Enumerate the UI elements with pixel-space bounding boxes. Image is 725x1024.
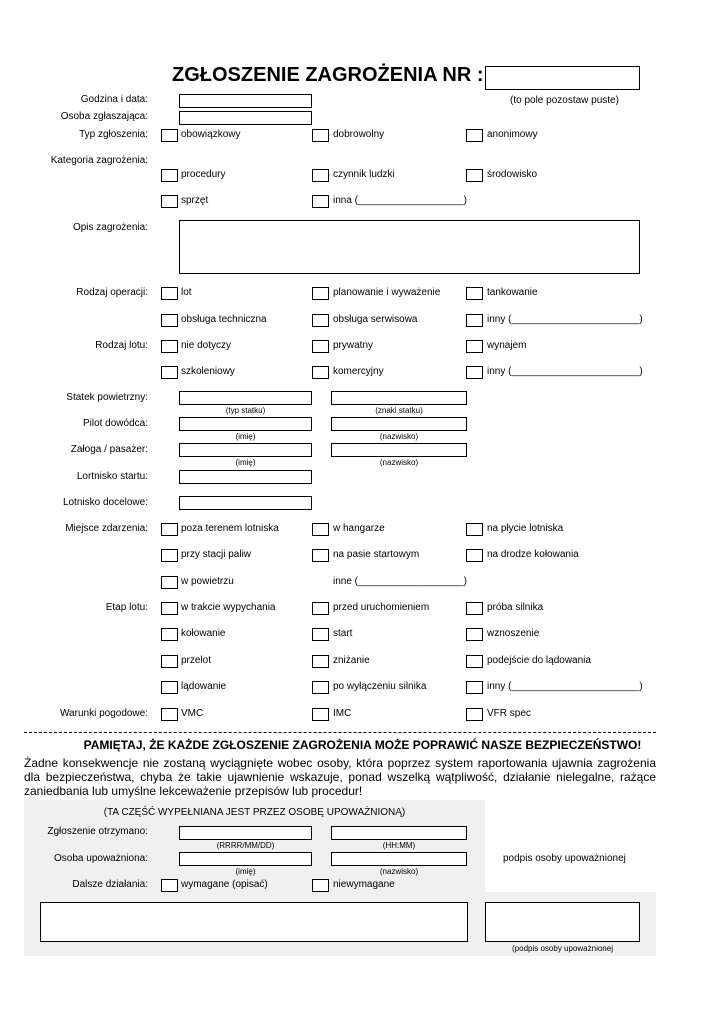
description-field[interactable] — [179, 220, 640, 274]
label-received: Zgłoszenie otrzymano: — [47, 826, 148, 837]
label-category: Kategoria zagrożenia: — [50, 155, 148, 166]
option-category-other: inna (___________________) — [333, 195, 468, 206]
option-phase-other: inny (_______________________) — [487, 681, 643, 692]
label-pilot: Pilot dowódca: — [82, 418, 148, 429]
option-fuel-station: przy stacji paliw — [181, 549, 252, 560]
checkbox-hangar[interactable] — [312, 523, 329, 536]
option-taxiway: na drodze kołowania — [487, 549, 579, 560]
sublabel-registration: (znaki statku) — [375, 406, 423, 415]
option-required: wymagane (opisać) — [181, 879, 268, 890]
checkbox-fueling[interactable] — [466, 287, 483, 300]
checkbox-private[interactable] — [312, 340, 329, 353]
form-title: ZGŁOSZENIE ZAGROŻENIA NR : — [172, 64, 484, 86]
label-crew: Załoga / pasażer: — [70, 444, 148, 455]
sublabel-pilot-last-name: (nazwisko) — [379, 432, 419, 441]
checkbox-mandatory[interactable] — [161, 129, 178, 142]
checkbox-environment[interactable] — [466, 169, 483, 182]
option-landing: lądowanie — [181, 681, 227, 692]
checkbox-taxi[interactable] — [161, 628, 178, 641]
option-engine-off: po wyłączeniu silnika — [333, 681, 427, 692]
label-aircraft: Statek powietrzny: — [66, 392, 148, 403]
departure-field[interactable] — [179, 470, 312, 484]
label-authorized-person: Osoba upoważniona: — [54, 853, 148, 864]
checkbox-voluntary[interactable] — [312, 129, 329, 142]
option-rental: wynajem — [487, 340, 527, 351]
checkbox-training[interactable] — [161, 366, 178, 379]
sublabel-aircraft-type: (typ statku) — [225, 406, 266, 415]
checkbox-equipment[interactable] — [161, 195, 178, 208]
option-runway: na pasie startowym — [333, 549, 420, 560]
option-descent: zniżanie — [333, 655, 370, 666]
option-in-air: w powietrzu — [181, 576, 234, 587]
label-reporter: Osoba zgłaszająca: — [60, 111, 148, 122]
sublabel-crew-last-name: (nazwisko) — [379, 458, 419, 467]
checkbox-maintenance[interactable] — [161, 314, 178, 327]
option-vfr-spec: VFR spec — [487, 708, 531, 719]
option-hangar: w hangarze — [333, 523, 385, 534]
checkbox-climb[interactable] — [466, 628, 483, 641]
option-taxi: kołowanie — [181, 628, 226, 639]
checkbox-rental[interactable] — [466, 340, 483, 353]
sublabel-time-format: (HH:MM) — [382, 841, 416, 850]
checkbox-required[interactable] — [161, 879, 178, 892]
option-equipment: sprzęt — [181, 195, 209, 206]
label-operation: Rodzaj operacji: — [76, 287, 148, 298]
received-time-field[interactable] — [331, 826, 467, 840]
option-flight: lot — [181, 287, 192, 298]
signature-field[interactable] — [485, 902, 640, 942]
checkbox-anonymous[interactable] — [466, 129, 483, 142]
authorized-last-name-field[interactable] — [331, 852, 467, 866]
safety-notice: PAMIĘTAJ, ŻE KAŻDE ZGŁOSZENIE ZAGROŻENIA MOŻE POPRAWIĆ NASZE BEZPIECZEŃSTWO! — [83, 738, 642, 752]
checkbox-engine-off[interactable] — [312, 681, 329, 694]
option-apron: na płycie lotniska — [487, 523, 564, 534]
signature-caption: (podpis osoby upoważnionej — [512, 944, 613, 953]
option-environment: środowisko — [487, 169, 538, 180]
option-procedures: procedury — [181, 169, 226, 180]
aircraft-type-field[interactable] — [179, 391, 312, 405]
option-flight-type-other: inny (_______________________) — [487, 366, 643, 377]
label-datetime: Godzina i data: — [80, 94, 148, 105]
option-not-required: niewymagane — [333, 879, 395, 890]
checkbox-flight-type-other[interactable] — [466, 366, 483, 379]
option-location-other[interactable]: inne (___________________) — [333, 576, 468, 587]
label-description: Opis zagrożenia: — [72, 222, 148, 233]
sublabel-pilot-first-name: (imię) — [235, 432, 256, 441]
option-anonymous: anonimowy — [487, 129, 538, 140]
option-fueling: tankowanie — [487, 287, 538, 298]
label-weather: Warunki pogodowe: — [59, 708, 148, 719]
reporter-field[interactable] — [179, 111, 312, 125]
option-cruise: przelot — [181, 655, 212, 666]
option-human-factor: czynnik ludzki — [333, 169, 395, 180]
signature-label: podpis osoby upoważnionej — [503, 853, 626, 864]
checkbox-engine-test[interactable] — [466, 602, 483, 615]
sublabel-date-format: (RRRR/MM/DD) — [216, 841, 275, 850]
option-approach: podejście do lądowania — [487, 655, 591, 666]
option-service: obsługa serwisowa — [333, 314, 418, 325]
authorized-first-name-field[interactable] — [179, 852, 312, 866]
label-report-type: Typ zgłoszenia: — [79, 129, 148, 140]
checkbox-vmc[interactable] — [161, 708, 178, 721]
received-date-field[interactable] — [179, 826, 312, 840]
option-pushback: w trakcie wypychania — [181, 602, 276, 613]
label-further-actions: Dalsze działania: — [72, 879, 148, 890]
checkbox-not-required[interactable] — [312, 879, 329, 892]
destination-field[interactable] — [179, 496, 312, 510]
sublabel-authorized-last-name: (nazwisko) — [379, 867, 419, 876]
checkbox-outside-airport[interactable] — [161, 523, 178, 536]
option-not-applicable: nie dotyczy — [181, 340, 232, 351]
option-voluntary: dobrowolny — [333, 129, 385, 140]
label-location: Miejsce zdarzenia: — [65, 523, 148, 534]
checkbox-procedures[interactable] — [161, 169, 178, 182]
checkbox-apron[interactable] — [466, 523, 483, 536]
option-pre-start: przed uruchomieniem — [333, 602, 430, 613]
leave-empty-note: (to pole pozostaw puste) — [510, 95, 619, 106]
checkbox-human-factor[interactable] — [312, 169, 329, 182]
checkbox-fuel-station[interactable] — [161, 549, 178, 562]
checkbox-descent[interactable] — [312, 655, 329, 668]
checkbox-approach[interactable] — [466, 655, 483, 668]
option-takeoff: start — [333, 628, 353, 639]
checkbox-takeoff[interactable] — [312, 628, 329, 641]
label-phase: Etap lotu: — [105, 602, 148, 613]
checkbox-pushback[interactable] — [161, 602, 178, 615]
option-commercial: komercyjny — [333, 366, 384, 377]
checkbox-imc[interactable] — [312, 708, 329, 721]
report-number-field[interactable] — [485, 66, 640, 90]
option-outside-airport: poza terenem lotniska — [181, 523, 279, 534]
checkbox-not-applicable[interactable] — [161, 340, 178, 353]
crew-first-name-field[interactable] — [179, 443, 312, 457]
checkbox-in-air[interactable] — [161, 576, 178, 589]
option-maintenance: obsługa techniczna — [181, 314, 267, 325]
option-operation-other: inny (_______________________) — [487, 314, 643, 325]
pilot-last-name-field[interactable] — [331, 417, 467, 431]
option-training: szkoleniowy — [181, 366, 235, 377]
option-private: prywatny — [333, 340, 374, 351]
label-departure: Lortnisko startu: — [76, 471, 148, 482]
option-imc: IMC — [333, 708, 352, 719]
checkbox-category-other[interactable] — [312, 195, 329, 208]
checkbox-planning[interactable] — [312, 287, 329, 300]
checkbox-landing[interactable] — [161, 681, 178, 694]
dashed-divider — [24, 732, 656, 733]
aircraft-registration-field[interactable] — [331, 391, 467, 405]
sublabel-crew-first-name: (imię) — [235, 458, 256, 467]
option-engine-test: próba silnika — [487, 602, 544, 613]
option-mandatory: obowiązkowy — [181, 129, 241, 140]
no-consequences-paragraph: Żadne konsekwencje nie zostaną wyciągnięte wobec osoby, która poprzez system raportowania ujawnia zagrożenia dla bezpieczeństwa, chyba że takie ujawnienie wskazuje, ponad wszelką wątpliwość, działanie nielegalne, rażące zaniedbania lub umyślne lekceważenie przepisów lub procedur! — [24, 756, 656, 798]
option-vmc: VMC — [181, 708, 204, 719]
label-destination: Lotnisko docelowe: — [62, 497, 148, 508]
datetime-field[interactable] — [179, 94, 312, 108]
checkbox-cruise[interactable] — [161, 655, 178, 668]
pilot-first-name-field[interactable] — [179, 417, 312, 431]
checkbox-flight[interactable] — [161, 287, 178, 300]
authorized-heading: (TA CZĘŚĆ WYPEŁNIANA JEST PRZEZ OSOBĘ UPOWAŻNIONĄ) — [103, 807, 406, 818]
checkbox-runway[interactable] — [312, 549, 329, 562]
checkbox-phase-other[interactable] — [466, 681, 483, 694]
checkbox-pre-start[interactable] — [312, 602, 329, 615]
checkbox-vfr-spec[interactable] — [466, 708, 483, 721]
option-planning: planowanie i wyważenie — [333, 287, 441, 298]
label-flight-type: Rodzaj lotu: — [95, 340, 148, 351]
further-actions-field[interactable] — [40, 902, 468, 942]
checkbox-service[interactable] — [312, 314, 329, 327]
sublabel-authorized-first-name: (imię) — [235, 867, 256, 876]
crew-last-name-field[interactable] — [331, 443, 467, 457]
option-climb: wznoszenie — [487, 628, 540, 639]
checkbox-operation-other[interactable] — [466, 314, 483, 327]
checkbox-taxiway[interactable] — [466, 549, 483, 562]
checkbox-commercial[interactable] — [312, 366, 329, 379]
